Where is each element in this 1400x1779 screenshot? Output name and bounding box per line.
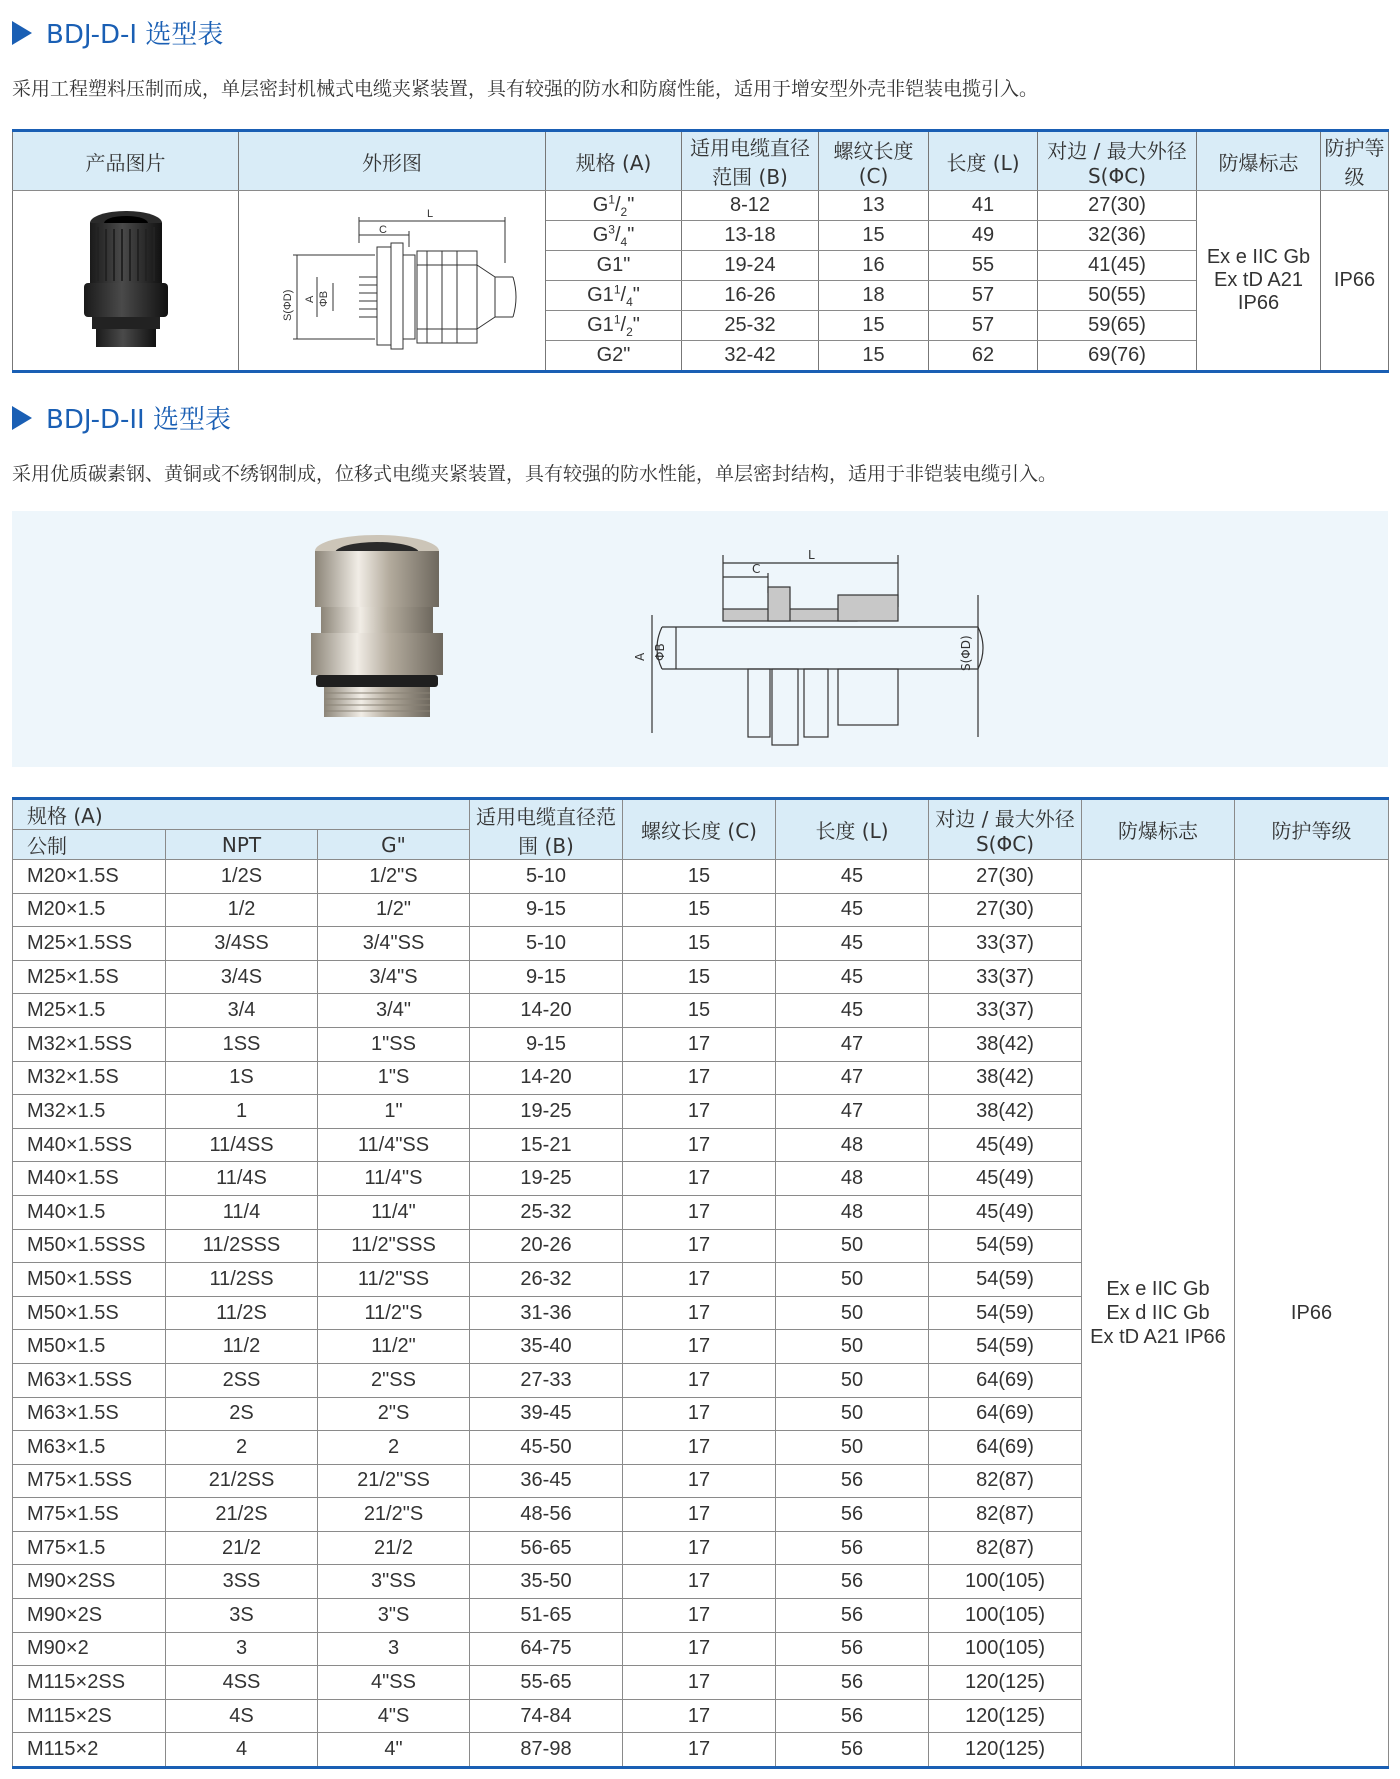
thread-cell: 17 (623, 1699, 776, 1733)
selection-table-2 (12, 797, 1389, 1769)
length-cell: 41 (929, 191, 1038, 221)
spec-cell: $G1^1/_2$" (546, 311, 682, 341)
npt-cell: 1 (166, 1095, 318, 1129)
metric-cell: M40×1.5 (13, 1195, 166, 1229)
range-cell: 48-56 (470, 1498, 623, 1532)
metric-cell: M115×2S (13, 1699, 166, 1733)
metric-cell: M90×2SS (13, 1565, 166, 1599)
metric-cell: M115×2SS (13, 1666, 166, 1700)
metric-cell: M75×1.5S (13, 1498, 166, 1532)
npt-cell: 11/2SSS (166, 1229, 318, 1263)
length-cell: 47 (776, 1027, 929, 1061)
npt-cell: 4SS (166, 1666, 318, 1700)
g-cell: 21/2"SS (318, 1464, 470, 1498)
thread-cell: 17 (623, 1397, 776, 1431)
thread-cell: 17 (623, 1498, 776, 1532)
header-photo: 产品图片 (13, 131, 239, 191)
table-row (13, 860, 1389, 894)
g-cell: 1/2" (318, 893, 470, 927)
metric-cell: M32×1.5S (13, 1061, 166, 1095)
range-cell: 45-50 (470, 1431, 623, 1465)
range-cell: 74-84 (470, 1699, 623, 1733)
flats-cell: 27(30) (929, 893, 1082, 927)
header-metric: 公制 (13, 830, 166, 860)
metric-cell: M50×1.5SSS (13, 1229, 166, 1263)
thread-cell: 17 (623, 1195, 776, 1229)
flats-cell: 54(59) (929, 1263, 1082, 1297)
length-cell: 56 (776, 1733, 929, 1768)
length-cell: 50 (776, 1363, 929, 1397)
thread-cell: 17 (623, 1431, 776, 1465)
diagram-label-c: C (752, 562, 761, 576)
length-cell: 48 (776, 1162, 929, 1196)
flats-cell: 50(55) (1038, 281, 1197, 311)
outline-drawing-cell (239, 191, 546, 372)
range-cell: 14-20 (470, 1061, 623, 1095)
g-cell: 3"S (318, 1599, 470, 1633)
length-cell: 56 (776, 1565, 929, 1599)
thread-cell: 13 (819, 191, 929, 221)
flats-cell: 27(30) (1038, 191, 1197, 221)
metric-cell: M40×1.5SS (13, 1128, 166, 1162)
length-cell: 48 (776, 1128, 929, 1162)
range-cell: 25-32 (470, 1195, 623, 1229)
npt-cell: 3/4SS (166, 927, 318, 961)
flats-cell: 45(49) (929, 1195, 1082, 1229)
g-cell: 1"S (318, 1061, 470, 1095)
header-thread-length: 螺纹长度 (C) (623, 799, 776, 860)
ex-mark-line: Ex d IIC Gb (1106, 1302, 1210, 1325)
ex-mark-line: Ex tD A21 IP66 (1090, 1326, 1226, 1349)
length-cell: 50 (776, 1431, 929, 1465)
flats-cell: 120(125) (929, 1699, 1082, 1733)
range-cell: 26-32 (470, 1263, 623, 1297)
length-cell: 47 (776, 1095, 929, 1129)
diagram-label-a: A (304, 295, 316, 303)
length-cell: 50 (776, 1229, 929, 1263)
thread-cell: 17 (623, 1061, 776, 1095)
range-cell: 31-36 (470, 1296, 623, 1330)
npt-cell: 11/4S (166, 1162, 318, 1196)
npt-cell: 4 (166, 1733, 318, 1768)
metric-cell: M32×1.5SS (13, 1027, 166, 1061)
header-thread-length: 螺纹长度 (C) (819, 131, 929, 191)
range-cell: 20-26 (470, 1229, 623, 1263)
npt-cell: 1/2S (166, 860, 318, 894)
diagram-label-l: L (808, 548, 815, 562)
metric-cell: M75×1.5SS (13, 1464, 166, 1498)
diagram-label-l: L (427, 207, 434, 220)
range-cell: 16-26 (682, 281, 819, 311)
g-cell: 2"SS (318, 1363, 470, 1397)
ex-mark-cell: Ex e IIC Gb Ex tD A21 IP66 (1197, 191, 1321, 372)
npt-cell: 21/2S (166, 1498, 318, 1532)
diagram-label-s: S(ΦD) (959, 635, 973, 671)
flats-cell: 100(105) (929, 1632, 1082, 1666)
flats-cell: 82(87) (929, 1464, 1082, 1498)
metric-cell: M75×1.5 (13, 1531, 166, 1565)
length-cell: 45 (776, 927, 929, 961)
range-cell: 5-10 (470, 860, 623, 894)
thread-cell: 17 (623, 1531, 776, 1565)
length-cell: 50 (776, 1330, 929, 1364)
thread-cell: 15 (623, 860, 776, 894)
length-cell: 56 (776, 1531, 929, 1565)
diagram-label-c: C (379, 223, 387, 236)
metric-cell: M40×1.5S (13, 1162, 166, 1196)
npt-cell: 21/2 (166, 1531, 318, 1565)
g-cell: 11/2"SS (318, 1263, 470, 1297)
npt-cell: 21/2SS (166, 1464, 318, 1498)
triangle-bullet-icon (12, 406, 32, 430)
thread-cell: 15 (623, 960, 776, 994)
range-cell: 27-33 (470, 1363, 623, 1397)
flats-cell: 45(49) (929, 1128, 1082, 1162)
header-npt: NPT (166, 830, 318, 860)
header-cable-range: 适用电缆直径范围 (B) (682, 131, 819, 191)
length-cell: 56 (776, 1666, 929, 1700)
header-across-flats: 对边 / 最大外径 S(ΦC) (929, 799, 1082, 860)
spec-cell: $G^1/_2$" (546, 191, 682, 221)
metric-cell: M20×1.5S (13, 860, 166, 894)
thread-cell: 17 (623, 1162, 776, 1196)
ex-mark-cell (1082, 860, 1235, 1768)
metric-cell: M32×1.5 (13, 1095, 166, 1129)
length-cell: 45 (776, 994, 929, 1028)
product-image-panel (12, 511, 1388, 767)
flats-cell: 59(65) (1038, 311, 1197, 341)
g-cell: 1" (318, 1095, 470, 1129)
metric-cell: M25×1.5S (13, 960, 166, 994)
header-protection: 防护等级 (1235, 799, 1389, 860)
flats-cell: 33(37) (929, 960, 1082, 994)
metric-cell: M63×1.5 (13, 1431, 166, 1465)
range-cell: 19-24 (682, 251, 819, 281)
thread-cell: 17 (623, 1599, 776, 1633)
metric-cell: M63×1.5SS (13, 1363, 166, 1397)
flats-cell: 64(69) (929, 1431, 1082, 1465)
product-photo-cell (13, 191, 239, 372)
range-cell: 9-15 (470, 1027, 623, 1061)
thread-cell: 18 (819, 281, 929, 311)
header-cable-range: 适用电缆直径范围 (B) (470, 799, 623, 860)
length-cell: 56 (776, 1464, 929, 1498)
header-protection: 防护等级 (1321, 131, 1389, 191)
g-cell: 3 (318, 1632, 470, 1666)
header-across-flats: 对边 / 最大外径 S(ΦC) (1038, 131, 1197, 191)
range-cell: 13-18 (682, 221, 819, 251)
flats-cell: 45(49) (929, 1162, 1082, 1196)
length-cell: 47 (776, 1061, 929, 1095)
thread-cell: 15 (623, 893, 776, 927)
flats-cell: 33(37) (929, 927, 1082, 961)
length-cell: 56 (776, 1699, 929, 1733)
length-cell: 45 (776, 893, 929, 927)
g-cell: 3/4" (318, 994, 470, 1028)
section2-description: 采用优质碳素钢、黄铜或不绣钢制成，位移式电缆夹紧装置，具有较强的防水性能，单层密封结构，适用于非铠装电缆引入。 (12, 463, 1058, 485)
length-cell: 49 (929, 221, 1038, 251)
npt-cell: 11/2S (166, 1296, 318, 1330)
range-cell: 25-32 (682, 311, 819, 341)
npt-cell: 3S (166, 1599, 318, 1633)
metric-cell: M20×1.5 (13, 893, 166, 927)
length-cell: 50 (776, 1397, 929, 1431)
g-cell: 1"SS (318, 1027, 470, 1061)
npt-cell: 11/4SS (166, 1128, 318, 1162)
header-ex-mark: 防爆标志 (1197, 131, 1321, 191)
length-cell: 57 (929, 311, 1038, 341)
flats-cell: 41(45) (1038, 251, 1197, 281)
npt-cell: 2SS (166, 1363, 318, 1397)
g-cell: 21/2 (318, 1531, 470, 1565)
header-spec: 规格 (A) (546, 131, 682, 191)
diagram-label-a: A (633, 652, 647, 661)
thread-cell: 17 (623, 1296, 776, 1330)
header-length: 长度 (L) (776, 799, 929, 860)
table-row (13, 191, 1389, 221)
thread-cell: 17 (623, 1464, 776, 1498)
range-cell: 35-50 (470, 1565, 623, 1599)
g-cell: 11/2"SSS (318, 1229, 470, 1263)
plastic-cable-gland-photo (66, 203, 186, 353)
flats-cell: 32(36) (1038, 221, 1197, 251)
thread-cell: 17 (623, 1095, 776, 1129)
flats-cell: 64(69) (929, 1397, 1082, 1431)
header-ex-mark: 防爆标志 (1082, 799, 1235, 860)
metric-cell: M25×1.5SS (13, 927, 166, 961)
range-cell: 56-65 (470, 1531, 623, 1565)
metric-cell: M115×2 (13, 1733, 166, 1768)
section1-title: BDJ-D-I 选型表 (12, 14, 223, 51)
selection-table-1 (12, 129, 1389, 373)
npt-cell: 3SS (166, 1565, 318, 1599)
g-cell: 11/4"S (318, 1162, 470, 1196)
thread-cell: 17 (623, 1632, 776, 1666)
g-cell: 4" (318, 1733, 470, 1768)
npt-cell: 3 (166, 1632, 318, 1666)
length-cell: 56 (776, 1498, 929, 1532)
g-cell: 3/4"SS (318, 927, 470, 961)
g-cell: 11/2" (318, 1330, 470, 1364)
range-cell: 87-98 (470, 1733, 623, 1768)
range-cell: 32-42 (682, 341, 819, 372)
range-cell: 36-45 (470, 1464, 623, 1498)
length-cell: 62 (929, 341, 1038, 372)
flats-cell: 82(87) (929, 1498, 1082, 1532)
range-cell: 9-15 (470, 960, 623, 994)
section-drawing-2 (652, 555, 983, 745)
section2-title: BDJ-D-II 选型表 (12, 399, 231, 436)
npt-cell: 1SS (166, 1027, 318, 1061)
npt-cell: 2S (166, 1397, 318, 1431)
flats-cell: 120(125) (929, 1666, 1082, 1700)
metric-cell: M50×1.5 (13, 1330, 166, 1364)
range-cell: 19-25 (470, 1095, 623, 1129)
diagram-label-s: S(ΦD) (282, 289, 294, 321)
thread-cell: 17 (623, 1666, 776, 1700)
header-g: G" (318, 830, 470, 860)
metal-cable-gland-photo (311, 535, 443, 717)
range-cell: 15-21 (470, 1128, 623, 1162)
header-spec: 规格 (A) (13, 799, 470, 830)
npt-cell: 2 (166, 1431, 318, 1465)
g-cell: 11/4" (318, 1195, 470, 1229)
thread-cell: 17 (623, 1733, 776, 1768)
diagram-label-b: ΦB (653, 643, 667, 661)
length-cell: 56 (776, 1599, 929, 1633)
flats-cell: 69(76) (1038, 341, 1197, 372)
range-cell: 9-15 (470, 893, 623, 927)
spec-cell: $G1^1/_4$" (546, 281, 682, 311)
length-cell: 57 (929, 281, 1038, 311)
thread-cell: 17 (623, 1363, 776, 1397)
thread-cell: 17 (623, 1263, 776, 1297)
thread-cell: 17 (623, 1128, 776, 1162)
g-cell: 3/4"S (318, 960, 470, 994)
length-cell: 56 (776, 1632, 929, 1666)
protection-cell: IP66 (1321, 191, 1389, 372)
header-outline: 外形图 (239, 131, 546, 191)
g-cell: 4"S (318, 1699, 470, 1733)
thread-cell: 17 (623, 1565, 776, 1599)
thread-cell: 17 (623, 1330, 776, 1364)
range-cell: 35-40 (470, 1330, 623, 1364)
metric-cell: M50×1.5S (13, 1296, 166, 1330)
thread-cell: 15 (819, 341, 929, 372)
thread-cell: 17 (623, 1229, 776, 1263)
flats-cell: 82(87) (929, 1531, 1082, 1565)
header-length: 长度 (L) (929, 131, 1038, 191)
g-cell: 4"SS (318, 1666, 470, 1700)
g-cell: 11/2"S (318, 1296, 470, 1330)
flats-cell: 38(42) (929, 1027, 1082, 1061)
range-cell: 64-75 (470, 1632, 623, 1666)
diagram-label-b: ΦB (318, 290, 330, 307)
flats-cell: 64(69) (929, 1363, 1082, 1397)
npt-cell: 11/2SS (166, 1263, 318, 1297)
product-illustrations (12, 511, 1388, 767)
length-cell: 48 (776, 1195, 929, 1229)
npt-cell: 11/4 (166, 1195, 318, 1229)
flats-cell: 33(37) (929, 994, 1082, 1028)
section1-description: 采用工程塑料压制而成，单层密封机械式电缆夹紧装置，具有较强的防水和防腐性能，适用于增安型外壳非铠装电揽引入。 (12, 78, 1039, 100)
outline-drawing-1 (267, 203, 517, 353)
flats-cell: 54(59) (929, 1330, 1082, 1364)
g-cell: 21/2"S (318, 1498, 470, 1532)
thread-cell: 15 (623, 994, 776, 1028)
range-cell: 51-65 (470, 1599, 623, 1633)
flats-cell: 100(105) (929, 1599, 1082, 1633)
flats-cell: 100(105) (929, 1565, 1082, 1599)
protection-cell: IP66 (1235, 860, 1389, 1768)
range-cell: 39-45 (470, 1397, 623, 1431)
length-cell: 45 (776, 960, 929, 994)
npt-cell: 3/4S (166, 960, 318, 994)
ex-mark-line: Ex e IIC Gb (1106, 1278, 1210, 1301)
npt-cell: 3/4 (166, 994, 318, 1028)
spec-cell: G2" (546, 341, 682, 372)
spec-cell: G1" (546, 251, 682, 281)
range-cell: 14-20 (470, 994, 623, 1028)
flats-cell: 38(42) (929, 1061, 1082, 1095)
flats-cell: 54(59) (929, 1296, 1082, 1330)
g-cell: 1/2"S (318, 860, 470, 894)
thread-cell: 17 (623, 1027, 776, 1061)
npt-cell: 11/2 (166, 1330, 318, 1364)
length-cell: 45 (776, 860, 929, 894)
g-cell: 11/4"SS (318, 1128, 470, 1162)
npt-cell: 4S (166, 1699, 318, 1733)
metric-cell: M25×1.5 (13, 994, 166, 1028)
thread-cell: 16 (819, 251, 929, 281)
thread-cell: 15 (623, 927, 776, 961)
metric-cell: M63×1.5S (13, 1397, 166, 1431)
flats-cell: 120(125) (929, 1733, 1082, 1768)
metric-cell: M50×1.5SS (13, 1263, 166, 1297)
flats-cell: 54(59) (929, 1229, 1082, 1263)
range-cell: 55-65 (470, 1666, 623, 1700)
g-cell: 3"SS (318, 1565, 470, 1599)
metric-cell: M90×2 (13, 1632, 166, 1666)
triangle-bullet-icon (12, 21, 32, 45)
length-cell: 55 (929, 251, 1038, 281)
length-cell: 50 (776, 1263, 929, 1297)
range-cell: 8-12 (682, 191, 819, 221)
thread-cell: 15 (819, 311, 929, 341)
range-cell: 19-25 (470, 1162, 623, 1196)
npt-cell: 1/2 (166, 893, 318, 927)
metric-cell: M90×2S (13, 1599, 166, 1633)
thread-cell: 15 (819, 221, 929, 251)
g-cell: 2 (318, 1431, 470, 1465)
flats-cell: 38(42) (929, 1095, 1082, 1129)
length-cell: 50 (776, 1296, 929, 1330)
g-cell: 2"S (318, 1397, 470, 1431)
flats-cell: 27(30) (929, 860, 1082, 894)
npt-cell: 1S (166, 1061, 318, 1095)
spec-cell: $G^3/_4$" (546, 221, 682, 251)
range-cell: 5-10 (470, 927, 623, 961)
